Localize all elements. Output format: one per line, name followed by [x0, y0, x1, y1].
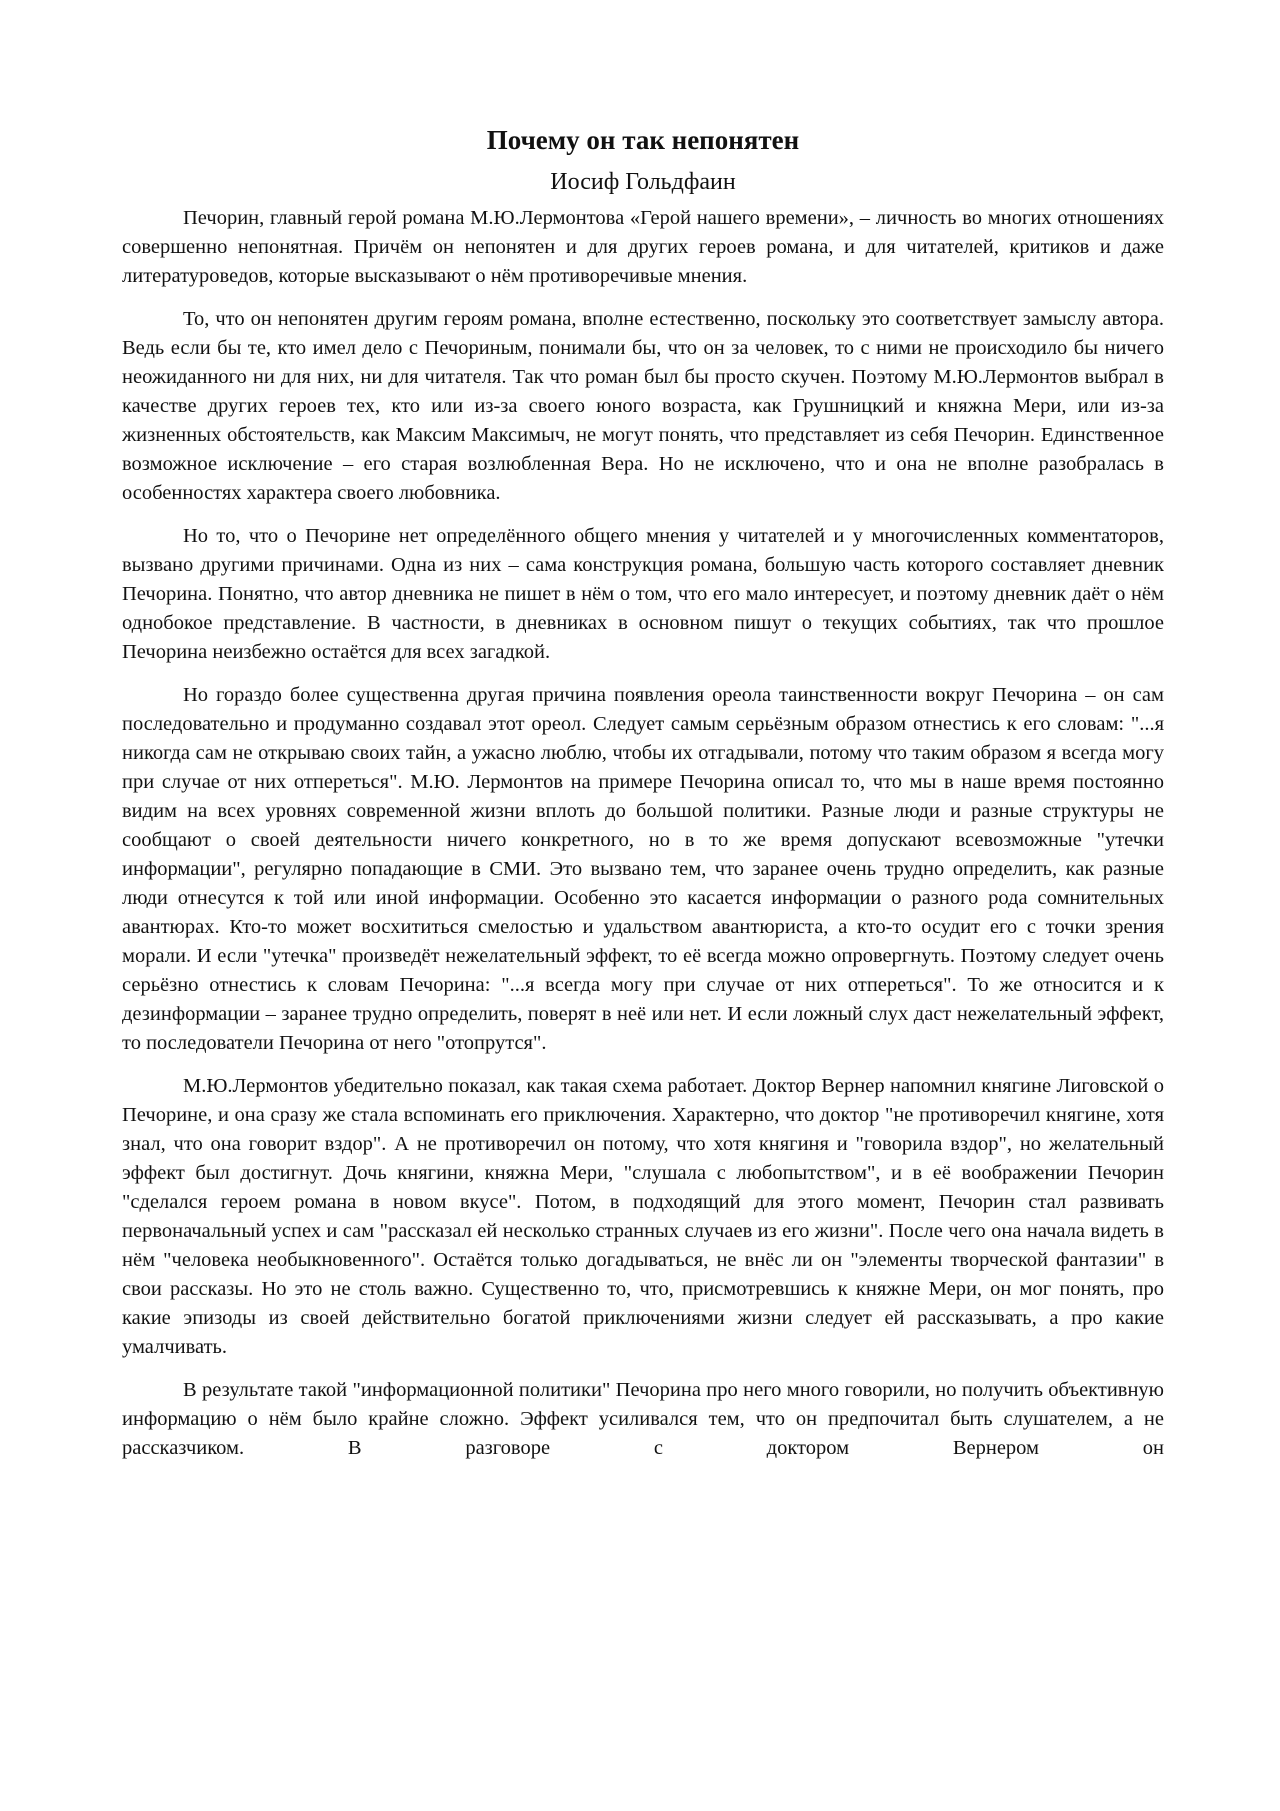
paragraph: Но то, что о Печорине нет определённого общего мнения у читателей и у многочисленных комментаторов, вызвано другими причинами. Одна из них – сама конструкция романа, большую часть которого составляет дневник Печорина. Понятно, что автор дневника не пишет в нём о том, что его мало интересует, и поэтому дневник даёт о нём однобокое представление. В частности, в дневниках в основном пишут о текущих событиях, так что прошлое Печорина неизбежно остаётся для всех загадкой. [122, 525, 1164, 663]
paragraph: В результате такой "информационной политики" Печорина про него много говорили, но получить объективную информацию о нём было крайне сложно. Эффект усиливался тем, что он предпочитал быть слушателем, а не рассказчиком. В разговоре с доктором Вернером он [122, 1379, 1164, 1459]
paragraph: М.Ю.Лермонтов убедительно показал, как такая схема работает. Доктор Вернер напомнил княгине Лиговской о Печорине, и она сразу же стала вспоминать его приключения. Характерно, что доктор "не противоречил княгине, хотя знал, что она говорит вздор". А не противоречил он потому, что хотя княгиня и "говорила вздор", но желательный эффект был достигнут. Дочь княгини, княжна Мери, "слушала с любопытством", и в её воображении Печорин "сделался героем романа в новом вкусе". Потом, в подходящий для этого момент, Печорин стал развивать первоначальный успех и сам "рассказал ей несколько странных случаев из его жизни". После чего она начала видеть в нём "человека необыкновенного". Остаётся только догадываться, не внёс ли он "элементы творческой фантазии" в свои рассказы. Но это не столь важно. Существенно то, что, присмотревшись к княжне Мери, он мог понять, про какие эпизоды из своей действительно богатой приключениями жизни следует ей рассказывать, а про какие умалчивать. [122, 1075, 1164, 1358]
paragraph: То, что он непонятен другим героям романа, вполне естественно, поскольку это соответствует замыслу автора. Ведь если бы те, кто имел дело с Печориным, понимали бы, что он за человек, то с ними не происходило бы ничего неожиданного ни для них, ни для читателя. Так что роман был бы просто скучен. Поэтому М.Ю.Лермонтов выбрал в качестве других героев тех, кто или из-за своего юного возраста, как Грушницкий и княжна Мери, или из-за жизненных обстоятельств, как Максим Максимыч, не могут понять, что представляет из себя Печорин. Единственное возможное исключение – его старая возлюбленная Вера. Но не исключено, что и она не вполне разобралась в особенностях характера своего любовника. [122, 308, 1164, 504]
author-name: Иосиф Гольдфаин [550, 169, 736, 195]
document-page [122, 122, 1164, 1477]
document-title: Почему он так непонятен [486, 125, 800, 155]
paragraph: Печорин, главный герой романа М.Ю.Лермонтова «Герой нашего времени», – личность во многих отношениях совершенно непонятная. Причём он непонятен и для других героев романа, и для читателей, критиков и даже литературоведов, которые высказывают о нём противоречивые мнения. [122, 207, 1164, 287]
paragraph: Но гораздо более существенна другая причина появления ореола таинственности вокруг Печорина – он сам последовательно и продуманно создавал этот ореол. Следует самым серьёзным образом отнестись к его словам: "...я никогда сам не открываю своих тайн, а ужасно люблю, чтобы их отгадывали, потому что таким образом я всегда могу при случае от них отпереться". М.Ю. Лермонтов на примере Печорина описал то, что мы в наше время постоянно видим на всех уровнях современной жизни вплоть до большой политики. Разные люди и разные структуры не сообщают о своей деятельности ничего конкретного, но в то же время допускают всевозможные "утечки информации", регулярно попадающие в СМИ. Это вызвано тем, что заранее очень трудно определить, как разные люди отнесутся к той или иной информации. Особенно это касается информации о разного рода сомнительных авантюрах. Кто-то может восхититься смелостью и удальством авантюриста, а кто-то осудит его с точки зрения морали. И если "утечка" произведёт нежелательный эффект, то её всегда можно опровергнуть. Поэтому следует очень серьёзно отнестись к словам Печорина: "...я всегда могу при случае от них отпереться". То же относится и к дезинформации – заранее трудно определить, поверят в неё или нет. И если ложный слух даст нежелательный эффект, то последователи Печорина от него "отопрутся". [122, 684, 1164, 1054]
